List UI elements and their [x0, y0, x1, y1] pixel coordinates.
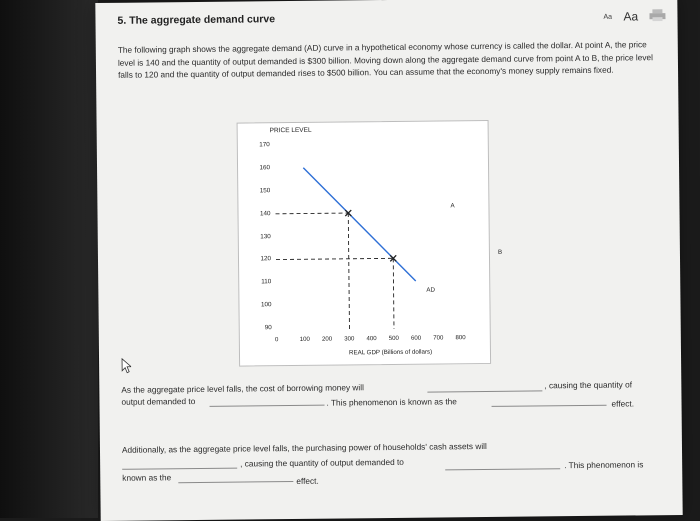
x-tick-label: 0 — [274, 336, 279, 344]
point-b-vertical-guide — [393, 258, 394, 329]
question-sheet — [95, 0, 682, 521]
increase-font-button[interactable]: Aa — [623, 9, 639, 24]
y-tick-label: 130 — [260, 232, 271, 240]
x-tick-label: 600 — [410, 334, 422, 342]
q1-blank-output-change[interactable] — [210, 405, 325, 407]
screen-edge — [0, 0, 98, 518]
question-paragraph: The following graph shows the aggregate demand (AD) curve in a hypothetical economy whose currency is called the dollar. At point A, the price level is 140 and the quantity of output demanded is $300 billion. Moving down along the aggregate demand curve from point A to B, the price level falls to 120 and the quantity of output demanded rises to $500 billion. You can assume that the economy's money supply remains fixed. — [117, 39, 653, 81]
q2-blank-output-change[interactable] — [445, 468, 560, 470]
q2-blank-purchasing-power[interactable] — [122, 468, 237, 470]
y-tick-label: 150 — [259, 186, 271, 195]
q2-text-2: , causing the quantity of output demanded to — [240, 456, 404, 469]
x-tick-label: 800 — [455, 334, 466, 342]
y-tick-label: 120 — [260, 255, 272, 263]
y-tick-label: 170 — [259, 141, 270, 149]
q2-text-1: Additionally, as the aggregate price level falls, the purchasing power of households' cash assets will — [121, 440, 487, 455]
y-tick-label: 110 — [261, 278, 272, 286]
cursor-icon — [121, 358, 131, 374]
x-tick-label: 100 — [299, 335, 310, 343]
point-b-label: B — [497, 248, 503, 256]
x-tick-label: 300 — [344, 335, 355, 343]
q1-blank-borrowing-cost[interactable] — [427, 390, 542, 392]
q1-text-2: , causing the quantity of — [544, 379, 633, 391]
x-tick-label: 500 — [388, 334, 399, 343]
ad-plot[interactable] — [238, 121, 491, 366]
print-icon[interactable] — [649, 9, 665, 21]
q1-text-5: effect. — [611, 398, 635, 409]
ad-curve-line — [303, 167, 415, 283]
point-b-horizontal-guide — [276, 258, 393, 259]
q2-text-3: . This phenomenon is — [564, 459, 644, 471]
y-axis-label: PRICE LEVEL — [269, 126, 312, 135]
ad-graph[interactable] — [237, 120, 503, 367]
y-tick-label: 160 — [259, 164, 271, 172]
question-title: 5. The aggregate demand curve — [117, 13, 276, 27]
q1-blank-effect-name[interactable] — [492, 405, 607, 407]
y-tick-label: 100 — [260, 301, 272, 309]
ad-curve-label: AD — [426, 286, 435, 294]
q2-text-5: effect. — [296, 475, 319, 486]
y-tick-label: 140 — [259, 209, 271, 217]
x-tick-label: 400 — [366, 335, 377, 343]
x-tick-label: 200 — [321, 335, 333, 343]
point-a-vertical-guide — [348, 213, 349, 329]
y-tick-label: 90 — [264, 324, 272, 332]
point-a-label: A — [450, 202, 455, 210]
point-a-horizontal-guide — [276, 213, 349, 214]
x-tick-label: 700 — [433, 334, 444, 342]
x-axis-label: REAL GDP (Billions of dollars) — [348, 348, 433, 357]
q1-text-1: As the aggregate price level falls, the cost of borrowing money will — [121, 382, 364, 395]
q2-text-4: known as the — [122, 472, 172, 483]
decrease-font-button[interactable]: Aa — [603, 13, 613, 21]
q1-text-4: . This phenomenon is known as the — [326, 396, 457, 408]
q1-text-3: output demanded to — [121, 396, 196, 407]
q2-blank-effect-name[interactable] — [178, 481, 293, 483]
